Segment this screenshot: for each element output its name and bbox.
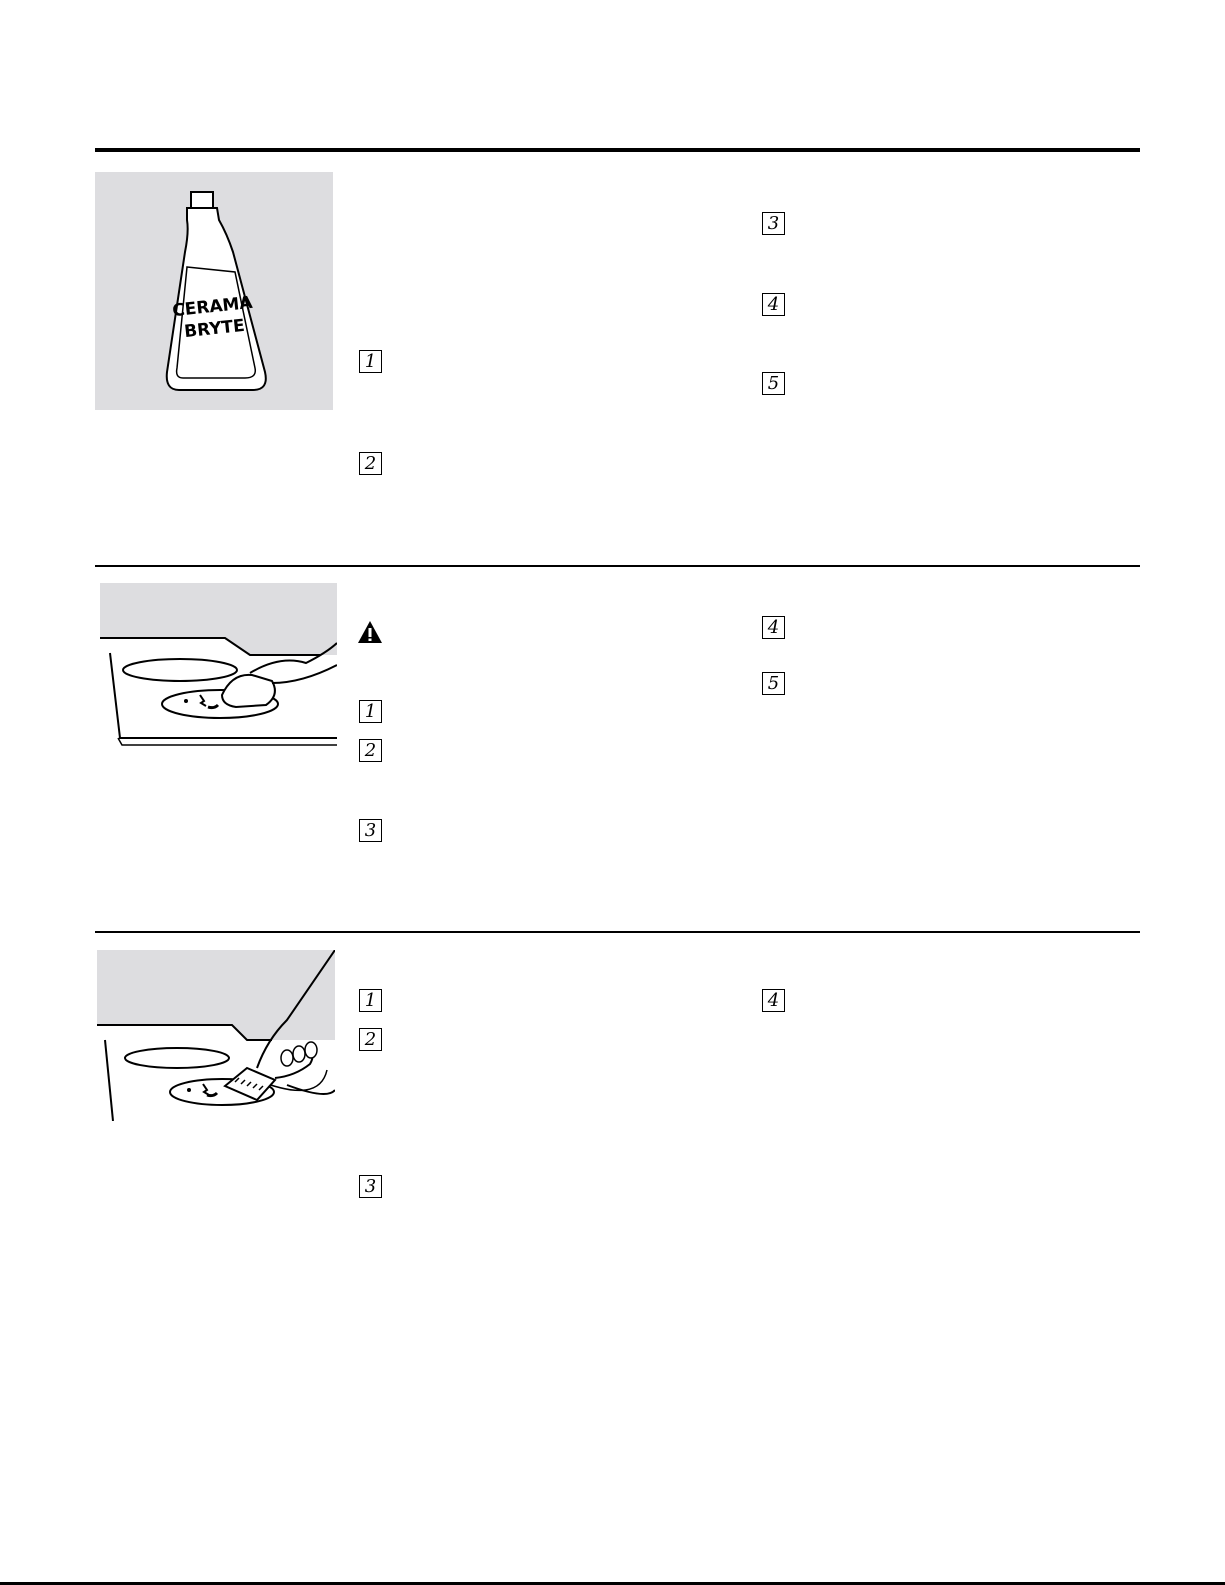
top-rule bbox=[95, 148, 1140, 152]
warning-triangle-icon bbox=[357, 620, 383, 644]
step-2-marker: 2 bbox=[359, 739, 382, 762]
step-3-marker: 3 bbox=[359, 1175, 382, 1198]
section-divider-1 bbox=[95, 565, 1140, 567]
section-divider-2 bbox=[95, 931, 1140, 933]
step-4-marker: 4 bbox=[762, 616, 785, 639]
step-4-marker: 4 bbox=[762, 293, 785, 316]
cleaner-bottle-illustration bbox=[95, 172, 333, 410]
step-1-marker: 1 bbox=[359, 989, 382, 1012]
step-1-marker: 1 bbox=[359, 350, 382, 373]
step-5-marker: 5 bbox=[762, 372, 785, 395]
bottle-label-line2: BRYTE bbox=[183, 315, 246, 343]
step-5-marker: 5 bbox=[762, 672, 785, 695]
step-1-marker: 1 bbox=[359, 700, 382, 723]
step-2-marker: 2 bbox=[359, 452, 382, 475]
bottle-label-line1: CERAMA bbox=[171, 292, 254, 322]
step-3-marker: 3 bbox=[762, 212, 785, 235]
step-4-marker: 4 bbox=[762, 989, 785, 1012]
scraper-cooktop-illustration bbox=[97, 950, 335, 1121]
step-3-marker: 3 bbox=[359, 819, 382, 842]
step-2-marker: 2 bbox=[359, 1028, 382, 1051]
wiping-cooktop-illustration bbox=[100, 583, 337, 769]
